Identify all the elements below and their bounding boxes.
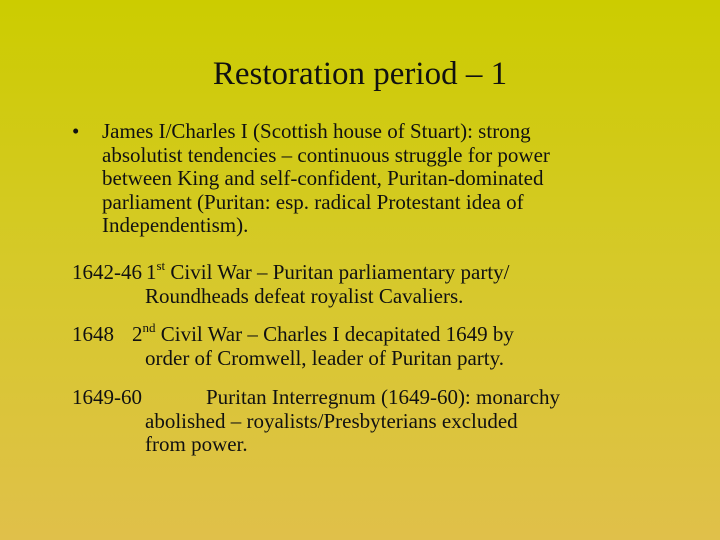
ordinal-suffix: st <box>156 258 166 273</box>
entry-continuation: Roundheads defeat royalist Cavaliers. <box>145 283 464 308</box>
entry-continuation: from power. <box>145 432 248 457</box>
bullet-line: absolutist tendencies – continuous struggle for power <box>102 142 550 167</box>
ordinal-number: 2 <box>132 322 143 346</box>
entry-text: Civil War – Charles I decapitated 1649 by <box>155 322 514 346</box>
bullet-marker: • <box>72 119 80 143</box>
timeline-entry-1648 <box>72 320 682 370</box>
ordinal-number: 1 <box>146 260 157 284</box>
entry-first-line <box>72 320 682 347</box>
bullet-line: James I/Charles I (Scottish house of Stuart): strong <box>102 119 531 143</box>
entry-date: 1649-60 <box>72 385 142 409</box>
entry-text: Civil War – Puritan parliamentary party/ <box>165 260 510 284</box>
entry-first-line <box>72 386 682 410</box>
slide-title: Restoration period – 1 <box>212 56 508 92</box>
bullet-line: between King and self-confident, Puritan-dominated <box>102 166 544 191</box>
entry-first-line <box>72 258 682 285</box>
timeline-entry-1649 <box>72 386 682 457</box>
entry-continuation: order of Cromwell, leader of Puritan party. <box>145 345 505 370</box>
ordinal-suffix: nd <box>142 320 156 335</box>
bullet-text <box>102 120 682 238</box>
entry-text: Puritan Interregnum (1649-60): monarchy <box>206 385 560 409</box>
entry-continuation: abolished – royalists/Presbyterians excluded <box>145 408 518 433</box>
bullet-line: Independentism). <box>102 213 249 238</box>
entry-date: 1642-46 <box>72 260 142 284</box>
timeline-entry-1642 <box>72 258 682 308</box>
bullet-line: parliament (Puritan: esp. radical Protestant idea of <box>102 189 524 214</box>
entry-date: 1648 <box>72 322 114 346</box>
